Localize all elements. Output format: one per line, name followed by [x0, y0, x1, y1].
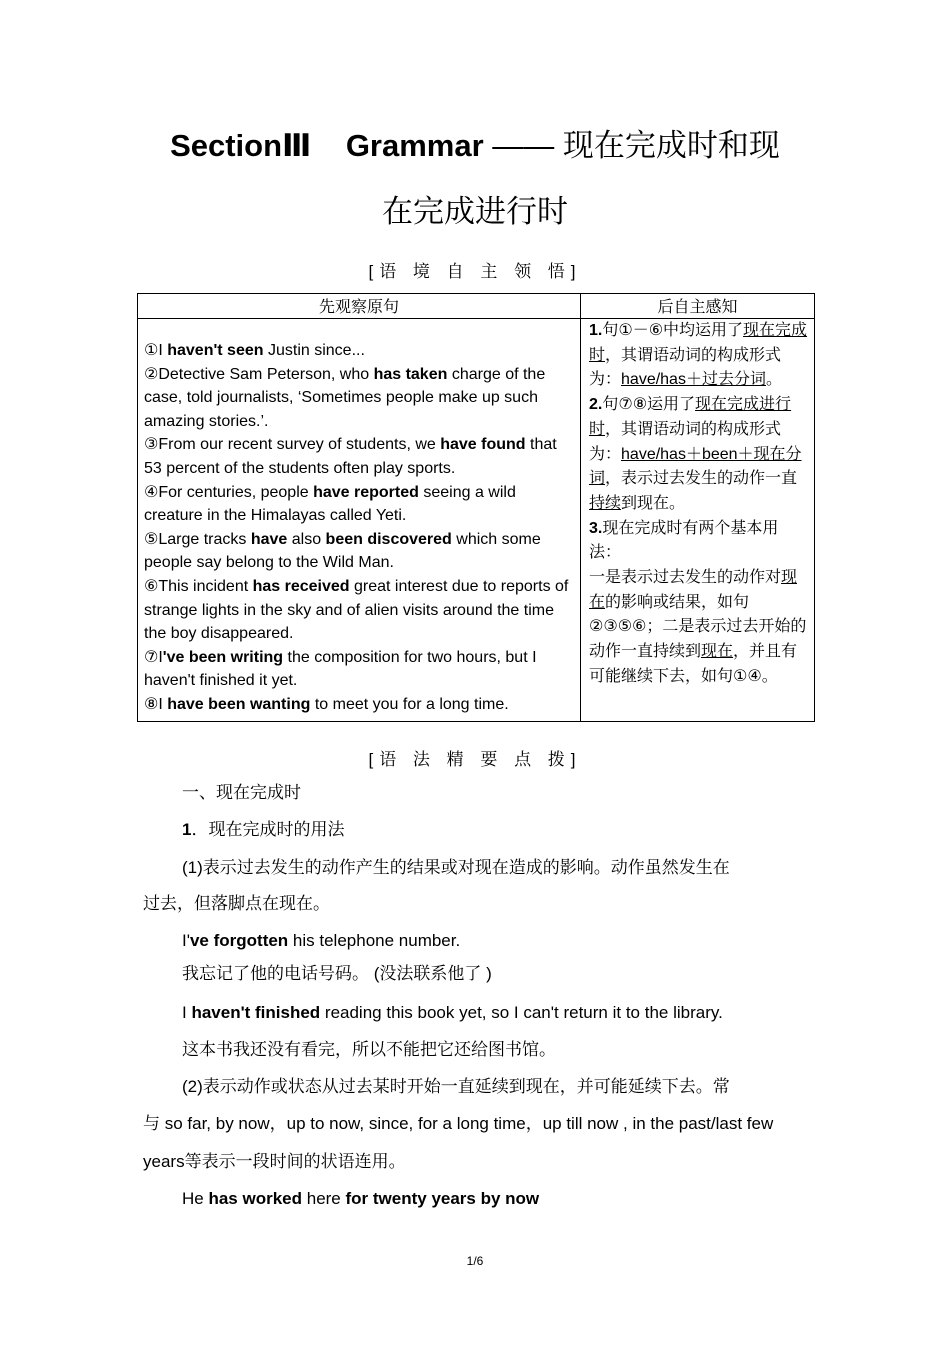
example-1: I've forgotten his telephone number. [182, 931, 461, 950]
sentence-1: ①I haven't seen Justin since... [144, 342, 365, 359]
example-1-translation: 我忘记了他的电话号码。 (没法联系他了 ) [182, 964, 492, 983]
sentence-5: ⑤Large tracks have also been discovered which some people say belong to the Wild Man. [144, 530, 541, 572]
example-2: I haven't finished reading this book yet, so I can't return it to the library. [182, 1003, 723, 1022]
example-2-translation: 这本书我还没有看完，所以不能把它还给图书馆。 [182, 1040, 556, 1059]
table-header-right: 后自主感知 [581, 294, 815, 319]
paragraph-1-line-1: (1)表示过去发生的动作产生的结果或对现在造成的影响。动作虽然发生在 [182, 858, 730, 877]
paragraph-2-line-1: (2)表示动作或状态从过去某时开始一直延续到现在，并可能延续下去。常 [182, 1077, 730, 1096]
notes-cell [581, 319, 815, 722]
note-2: 2.句⑦⑧运用了现在完成进行时，其谓语动词的构成形式为：have/has＋been＋现在分词，表示过去发生的动作一直持续到现在。 [589, 396, 802, 512]
section-heading-context: [语 境 自 主 领 悟] [368, 262, 582, 281]
table-header-left: 先观察原句 [138, 294, 581, 319]
page-title-line-2: 在完成进行时 [382, 194, 568, 229]
subheading-usage: 1．现在完成时的用法 [182, 820, 345, 839]
page-title-line-1: SectionⅢ Grammar —— 现在完成时和现 [170, 128, 780, 163]
heading-present-perfect: 一、现在完成时 [182, 783, 301, 802]
sentence-6: ⑥This incident has received great interest due to reports of strange lights in the sky and of alien visits around the time the boy disappeared. [144, 577, 569, 643]
note-1: 1.句①－⑥中均运用了现在完成时，其谓语动词的构成形式为：have/has＋过去分词。 [589, 322, 808, 389]
page-number: 1/6 [466, 1254, 484, 1268]
sentence-3: ③From our recent survey of students, we have found that 53 percent of the students often play sports. [144, 436, 557, 477]
paragraph-1-line-2: 过去，但落脚点在现在。 [143, 894, 330, 913]
sentence-7: ⑦I've been writing the composition for two hours, but I haven't finished it yet. [144, 648, 537, 690]
sentence-8: ⑧I have been wanting to meet you for a long time. [144, 695, 509, 713]
example-3: He has worked here for twenty years by now [182, 1189, 540, 1208]
section-heading-grammar: [语 法 精 要 点 拨] [368, 750, 582, 769]
note-3: 3.现在完成时有两个基本用法： 一是表示过去发生的动作对现在的影响或结果，如句②③⑤⑥；二是表示过去开始的动作一直持续到现在，并且有可能继续下去，如句①④。 [589, 519, 807, 685]
sentence-2: ②Detective Sam Peterson, who has taken charge of the case, told journalists, ‘Sometimes people make up such amazing stories.’. [144, 365, 546, 430]
observation-table [137, 293, 815, 722]
paragraph-2-line-3: years等表示一段时间的状语连用。 [143, 1152, 406, 1171]
paragraph-2-line-2: 与 so far, by now，up to now, since, for a long time，up till now , in the past/last few [143, 1114, 774, 1133]
sentence-4: ④For centuries, people have reported seeing a wild creature in the Himalayas called Yeti. [144, 483, 516, 525]
example-sentences-cell [138, 319, 581, 722]
